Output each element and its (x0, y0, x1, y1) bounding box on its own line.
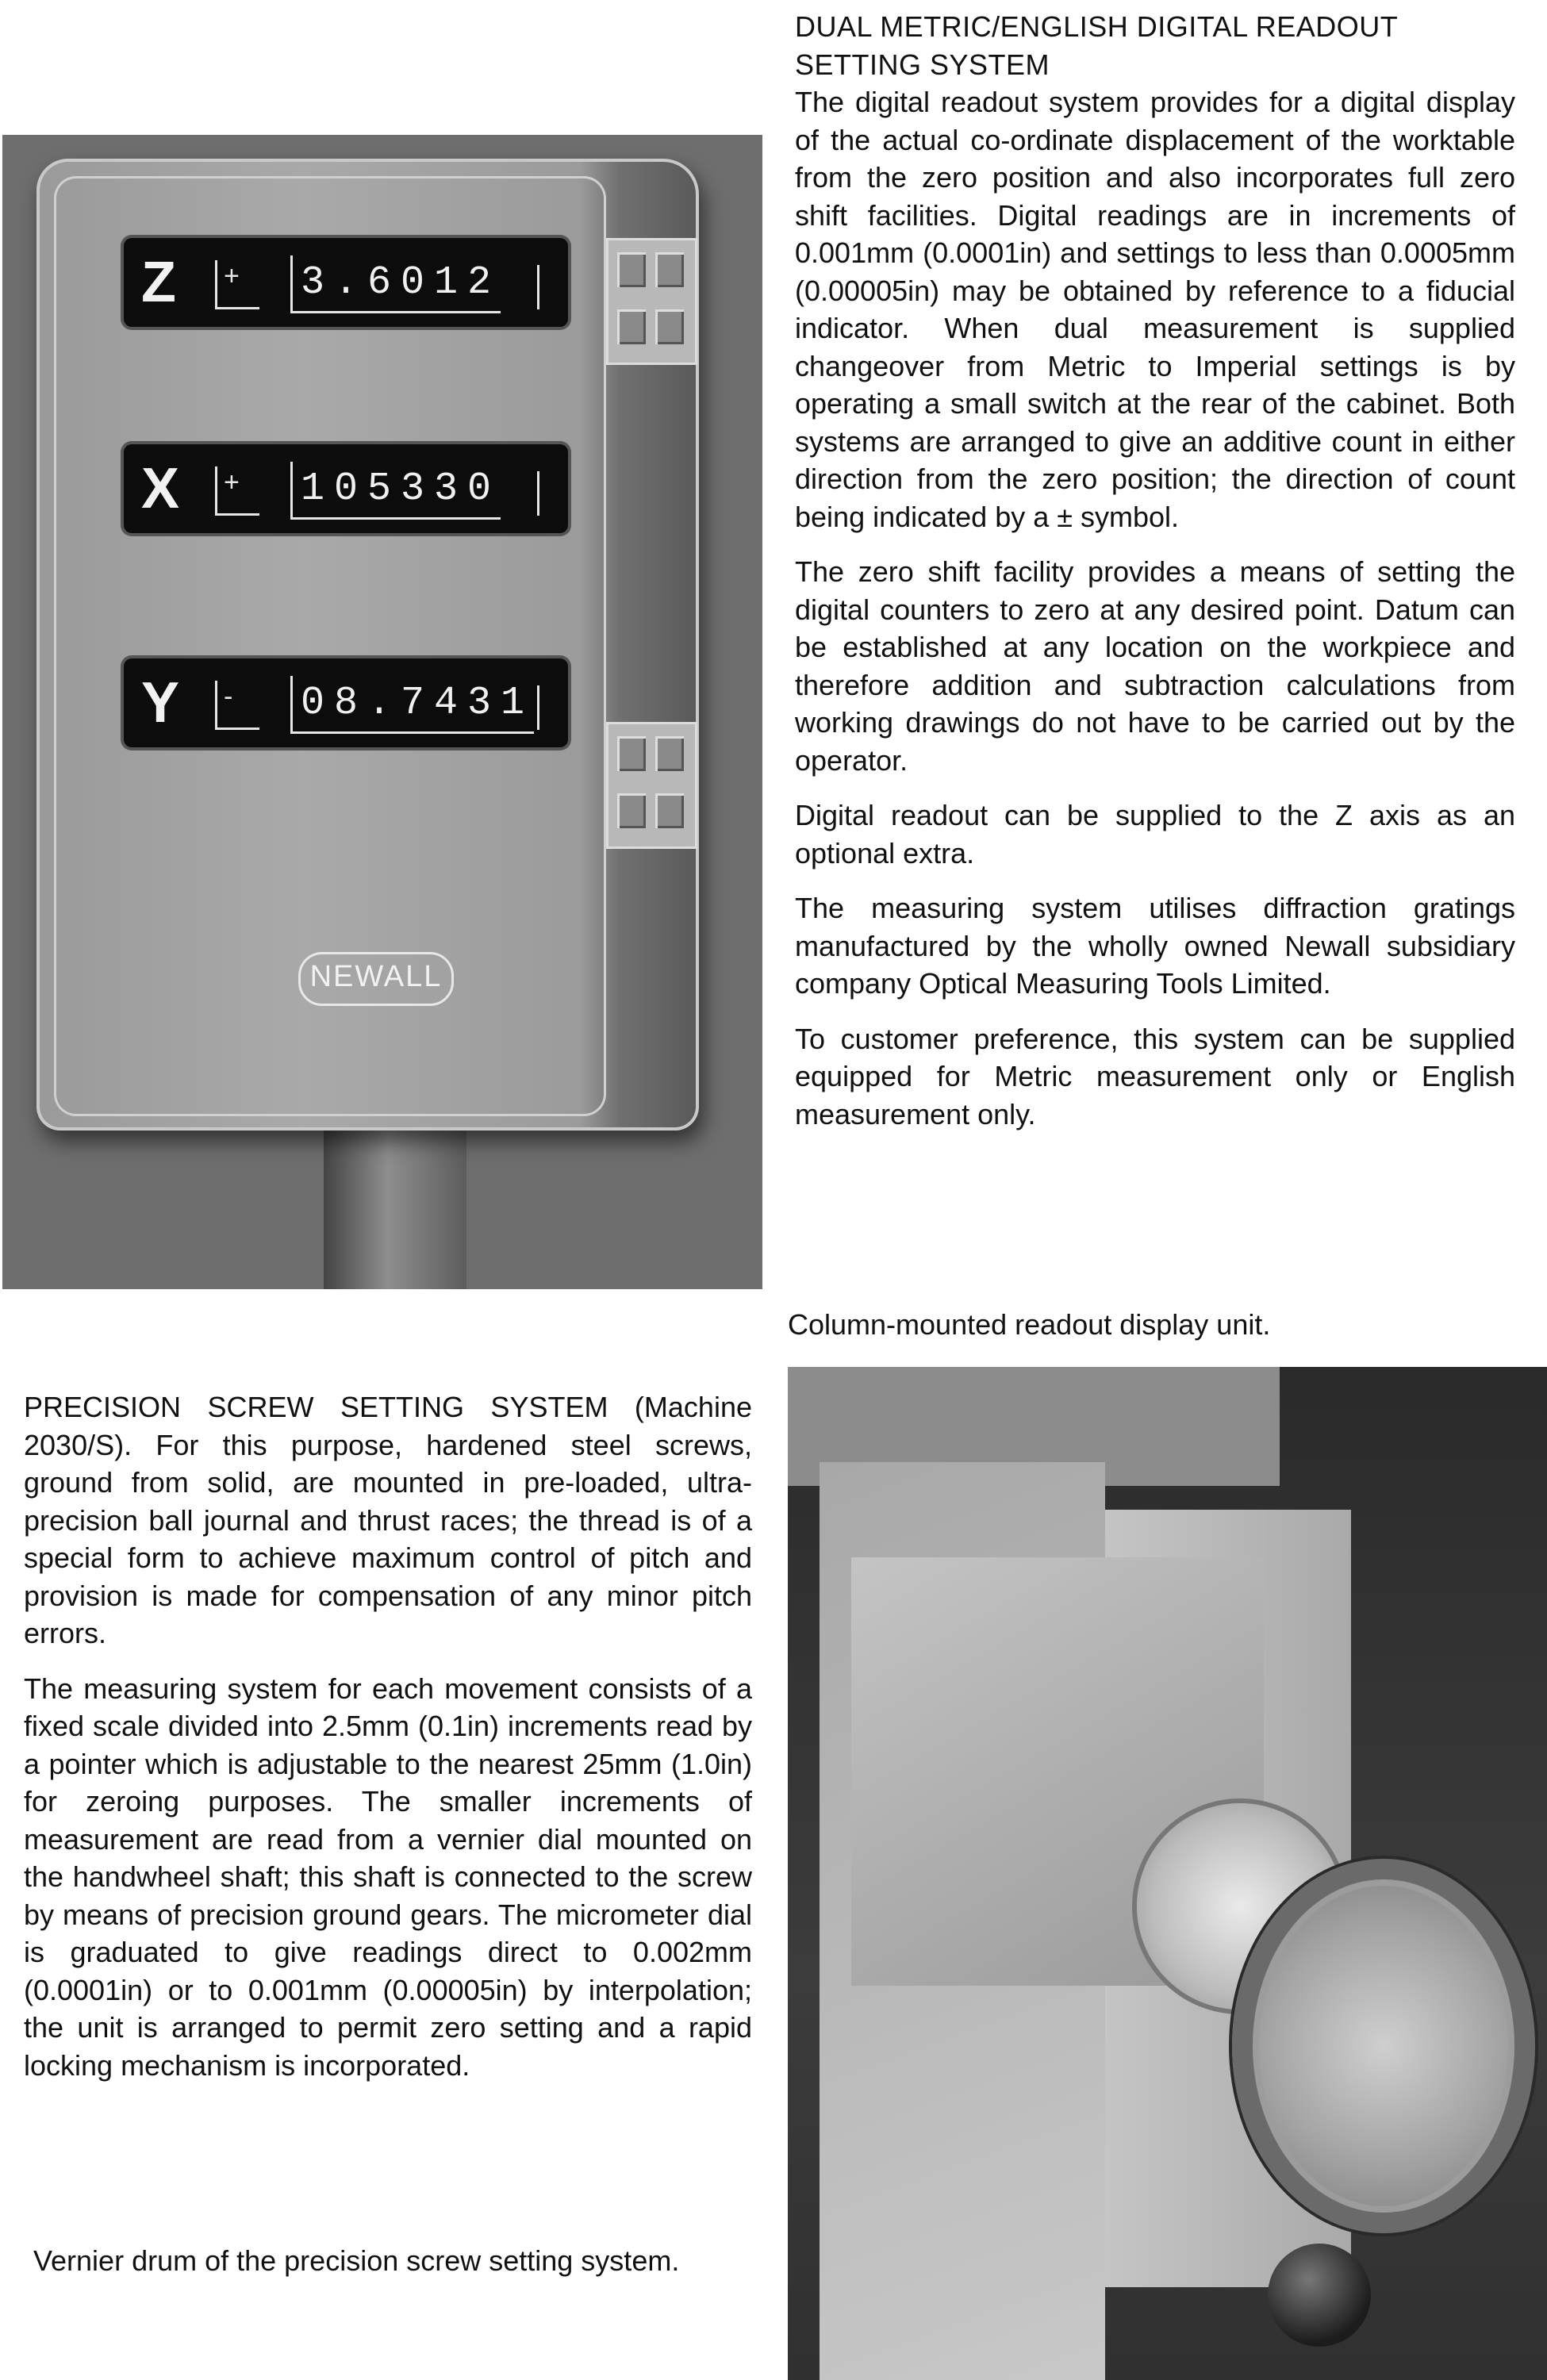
z-digits: 3.6012 (290, 255, 501, 313)
readout-paragraph-3: Digital readout can be supplied to the Z axis as an optional extra. (795, 799, 1515, 869)
screw-heading: PRECISION SCREW SETTING SYSTEM (24, 1391, 608, 1423)
screw-paragraph-1 (24, 1388, 752, 1653)
readout-paragraph-5: To customer preference, this system can be supplied equipped for Metric measurement only or English measurement only. (795, 1022, 1515, 1130)
handwheel-knob (1268, 2244, 1371, 2347)
y-sign-indicator: - (215, 681, 259, 730)
readout-cabinet (36, 159, 699, 1130)
handwheel-photo-caption: Vernier drum of the precision screw setting system. (33, 2244, 680, 2277)
newall-logo: NEWALL (298, 952, 454, 1006)
x-digits: 105330 (290, 462, 501, 520)
screw-paragraph-1-body: (Machine 2030/S). For this purpose, hardened steel screws, ground from solid, are mounted in pre-loaded, ultra-precision ball journal and thrust races; the thread is of a special form to achieve maximum control of pitch and provision is made for compensation of any minor pitch errors. (24, 1391, 752, 1649)
vernier-drum-photo (788, 1367, 1547, 2380)
screw-text-column (24, 1388, 752, 2102)
screw-paragraph-2: The measuring system for each movement consists of a fixed scale divided into 2.5mm (0.1in) increments read by a pointer which is adjustable to the nearest 25mm (1.0in) for zeroing purposes. The smaller increments of measurement are read from a vernier dial mounted on the handwheel shaft; this shaft is connected to the screw by means of precision ground gears. The micrometer dial is graduated to give readings direct to 0.002mm (0.0001in) or to 0.001mm (0.00005in) by interpolation; the unit is arranged to permit zero setting and a rapid locking mechanism is incorporated. (24, 1672, 752, 2082)
x-sign-indicator: + (215, 466, 259, 516)
z-axis-label: Z (141, 251, 176, 314)
readout-photo-caption: Column-mounted readout display unit. (788, 1308, 1271, 1341)
z-unit-mark (537, 265, 554, 309)
readout-text-column (795, 8, 1515, 1150)
readout-paragraph-2: The zero shift facility provides a means of setting the digital counters to zero at any desired point. Datum can be established at any location on the workpiece and therefore addition and subtraction calculations from working drawings do not have to be carried out by the operator. (795, 555, 1515, 777)
y-axis-label: Y (141, 671, 180, 735)
readout-display-photo (2, 135, 762, 1289)
readout-paragraph-1: The digital readout system provides for a digital display of the actual co-ordinate displacement of the worktable from the zero position and also incorporates full zero shift facilities. Digital readings are in increments of 0.001mm (0.0001in) and settings to less than 0.0005mm (0.00005in) may be obtained by reference to a fiducial indicator. When dual measurement is supplied changeover from Metric to Imperial settings is by operating a small switch at the rear of the cabinet. Both systems are arranged to give an additive count in either direction from the zero position; the direction of count being indicated by a ± symbol. (795, 86, 1515, 533)
x-unit-mark (537, 471, 554, 516)
y-axis-display (124, 658, 568, 747)
lower-switch-panel (606, 722, 697, 849)
mounting-column (324, 1127, 466, 1289)
z-sign-indicator: + (215, 260, 259, 309)
y-unit-mark (537, 685, 554, 730)
x-axis-label: X (141, 457, 180, 520)
handwheel (1232, 1859, 1535, 2233)
z-axis-display (124, 238, 568, 327)
readout-paragraph-4: The measuring system utilises diffraction gratings manufactured by the wholly owned Newall subsidiary company Optical Measuring Tools Limited. (795, 892, 1515, 1000)
readout-heading: DUAL METRIC/ENGLISH DIGITAL READOUT SETTING SYSTEM (795, 10, 1398, 81)
y-digits: 08.7431 (290, 676, 534, 734)
upper-switch-panel (606, 238, 697, 365)
x-axis-display (124, 444, 568, 533)
